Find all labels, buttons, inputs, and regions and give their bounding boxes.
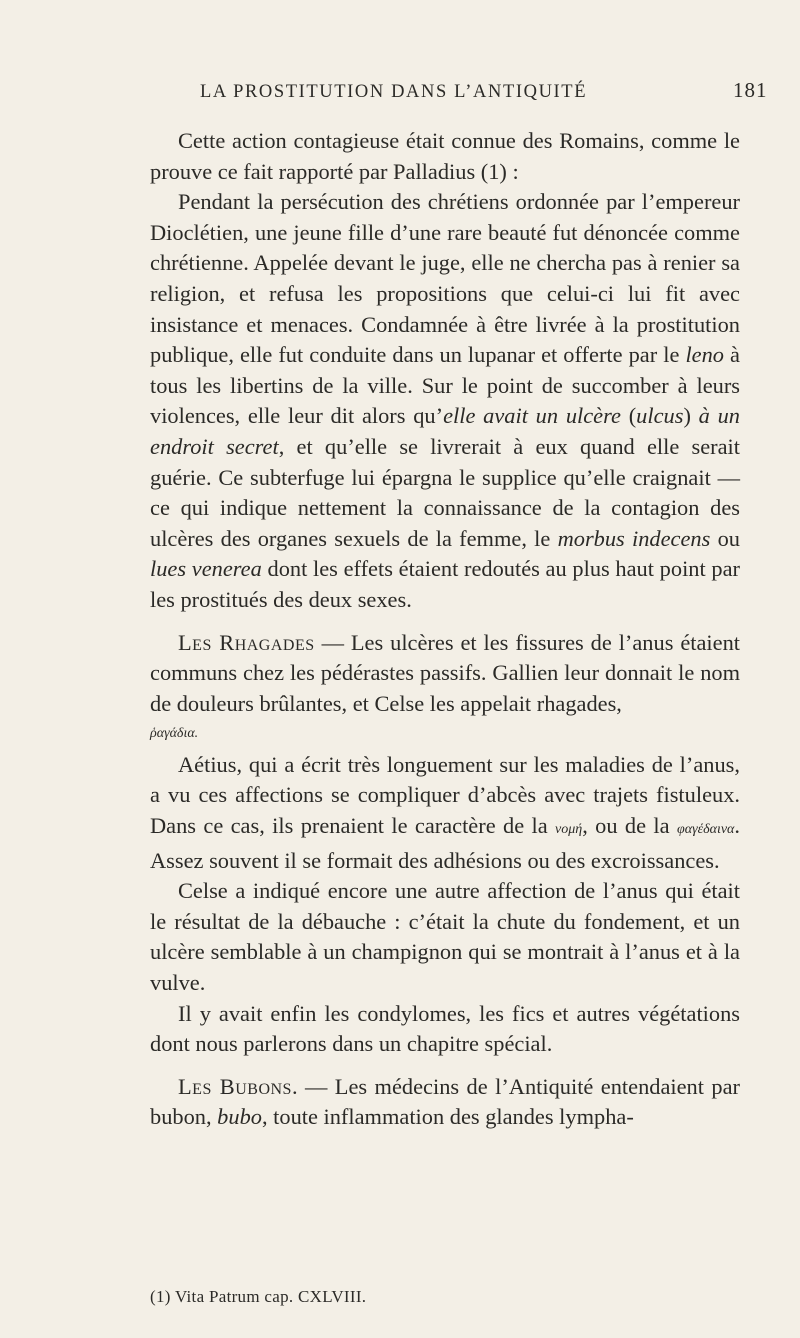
footnote: (1) Vita Patrum cap. CXLVIII.	[150, 1287, 367, 1306]
latin-term: ulcus	[636, 403, 684, 429]
paragraph-text: (	[620, 403, 637, 429]
page-number: 181	[733, 78, 768, 102]
paragraph-text: à tous les libertins de la ville. Sur le point de succomber à leurs violences, elle leur dit alors qu’	[150, 342, 740, 429]
latin-term: bubo	[217, 1104, 262, 1130]
paragraph-rhagades	[150, 628, 740, 720]
paragraph-romains	[150, 126, 740, 187]
paragraph-text: ou	[710, 525, 740, 551]
paragraph-text: Cette action contagieuse était connue des Romains, comme le prouve ce fait rapporté par Palladius (1) :	[150, 128, 740, 184]
paragraph-text: , ou de la	[582, 813, 677, 839]
greek-term: φαγέδαινα	[676, 822, 735, 838]
paragraph-text: Celse a indiqué encore une autre affection de l’anus qui était le résultat de la débauche : c’était la chute du fondement, et un ulcère semblable à un champignon qui se montrait à l’anus et à la vulve.	[150, 878, 740, 996]
paragraph-text: . — Les médecins de l’Antiquité entendaient par bubon,	[150, 1073, 740, 1130]
running-header	[0, 78, 800, 108]
paragraph-text: )	[683, 403, 699, 429]
paragraph-text: Aétius, qui a écrit très longuement sur les maladies de l’anus, a vu ces affections se compliquer d’abcès avec trajets fistuleux. Dans ce cas, ils prenaient le caractère de la	[150, 751, 740, 839]
latin-term: morbus indecens	[557, 525, 711, 551]
paragraph-text: . Assez souvent il se formait des adhésions ou des excroissances.	[150, 813, 741, 873]
latin-term: lues venerea	[150, 556, 262, 582]
emphasis-text: à un endroit secret	[150, 403, 740, 459]
paragraph-text: Pendant la persécution des chrétiens ordonnée par l’empereur Dioclétien, une jeune fille d’une rare beauté fut dénoncée comme chrétienne. Appelée devant le juge, elle ne chercha pas à renier sa religion, et refusa les propositions que celui-ci lui fit avec insistance et menaces. Condamnée à être livrée à la prostitution publique, elle fut conduite dans un lupanar et offerte par le	[150, 189, 740, 368]
paragraph-aetius	[150, 750, 740, 876]
paragraph-celse	[150, 876, 740, 998]
paragraph-text: , toute inflammation des glandes lympha-	[261, 1104, 634, 1130]
paragraph-text: Il y avait enfin les condylomes, les fics et autres végétations dont nous parlerons dans un chapitre spécial.	[150, 1000, 740, 1057]
greek-term: νομή	[555, 822, 583, 838]
emphasis-text: elle avait un ulcère	[443, 403, 621, 429]
paragraph-persecution	[150, 187, 740, 615]
body-text	[150, 126, 740, 1133]
paragraph-text: — Les ulcères et les fissures de l’anus étaient communs chez les pédérastes passifs. Gallien leur donnait le nom de douleurs brûlantes, et Celse les appelait rhagades,	[150, 629, 741, 716]
section-heading: Les Bubons	[178, 1073, 292, 1099]
greek-term-line	[150, 719, 740, 750]
greek-term: ῥαγάδια.	[150, 726, 199, 742]
running-title: LA PROSTITUTION DANS L’ANTIQUITÉ	[200, 82, 588, 102]
paragraph-bubons	[150, 1072, 740, 1133]
paragraph-condylomes	[150, 999, 740, 1060]
paragraph-text: dont les effets étaient redoutés au plus haut point par les prostitués des deux sexes.	[150, 556, 741, 612]
section-heading: Les Rhagades	[178, 629, 315, 655]
latin-term: leno	[685, 342, 724, 368]
paragraph-text: , et qu’elle se livrerait à eux quand elle serait guérie. Ce subterfuge lui épargna le supplice qu’elle craignait — ce qui indique nettement la connaissance de la contagion des ulcères des organes sexuels de la femme, le	[150, 433, 740, 551]
